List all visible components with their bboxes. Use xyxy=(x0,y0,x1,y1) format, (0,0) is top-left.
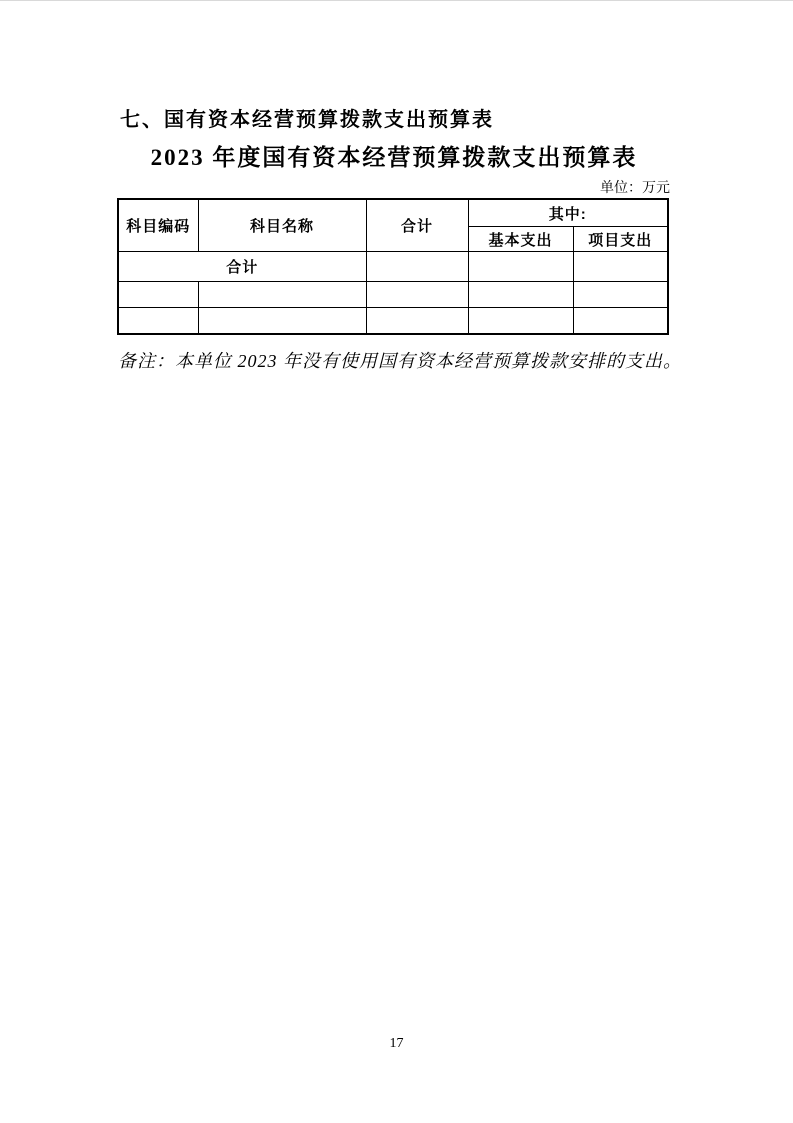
table-row-total xyxy=(118,252,668,282)
remark-note: 备注：本单位 2023 年没有使用国有资本经营预算拨款安排的支出。 xyxy=(118,351,682,371)
cell-total xyxy=(366,282,468,308)
unit-label: 单位：万元 xyxy=(600,181,670,196)
cell-name xyxy=(198,282,366,308)
header-project: 项目支出 xyxy=(573,227,668,252)
cell-basic xyxy=(468,308,573,335)
total-row-label: 合计 xyxy=(118,252,366,282)
table-row xyxy=(118,282,668,308)
header-among-group: 其中: xyxy=(468,199,668,227)
table-title: 2023 年度国有资本经营预算拨款支出预算表 xyxy=(150,145,638,170)
table-row xyxy=(118,308,668,335)
header-name: 科目名称 xyxy=(198,199,366,252)
cell-total xyxy=(366,308,468,335)
cell-code xyxy=(118,282,198,308)
table-header-row-1 xyxy=(118,199,668,227)
page-number: 17 xyxy=(389,1036,404,1051)
header-code: 科目编码 xyxy=(118,199,198,252)
cell-basic xyxy=(468,282,573,308)
cell-project xyxy=(573,282,668,308)
cell-code xyxy=(118,308,198,335)
header-total: 合计 xyxy=(366,199,468,252)
total-row-project-cell xyxy=(573,252,668,282)
total-row-total-cell xyxy=(366,252,468,282)
cell-project xyxy=(573,308,668,335)
total-row-basic-cell xyxy=(468,252,573,282)
budget-table xyxy=(117,198,669,335)
header-basic: 基本支出 xyxy=(468,227,573,252)
cell-name xyxy=(198,308,366,335)
section-heading: 七、国有资本经营预算拨款支出预算表 xyxy=(120,109,494,131)
